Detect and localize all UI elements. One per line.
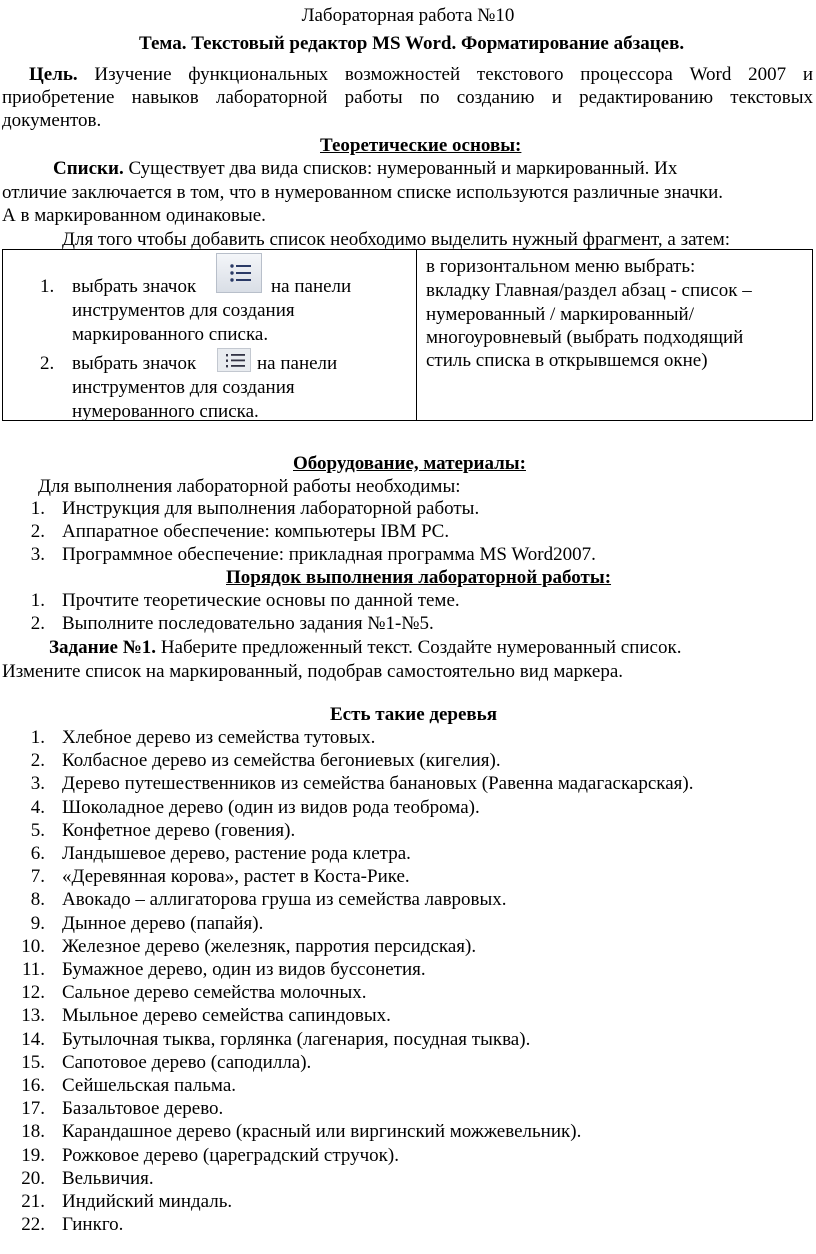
list-item-number: 2. [30,521,45,542]
list-item: Выполните последовательно задания №1-№5. [62,613,434,634]
list-item: Сейшельская пальма. [62,1075,237,1096]
list-item: Гинкго. [62,1214,124,1236]
list-item: Бутылочная тыква, горлянка (лагенария, посудная тыква). [62,1028,531,1050]
list-item: Базальтовое дерево. [62,1098,224,1120]
list-item-number: 2. [30,613,45,634]
theory-heading: Теоретические основы: [320,135,522,156]
table-item-2-text-b: на панели [257,353,338,374]
list-item-number: 7. [30,866,45,888]
list-item-number: 3. [30,773,45,795]
list-item-number: 17. [21,1098,45,1120]
list-item: Программное обеспечение: прикладная программа MS Word2007. [62,544,596,565]
list-item: Конфетное дерево (говения). [62,819,296,841]
equipment-heading: Оборудование, материалы: [293,453,526,474]
list-item: Индийский миндаль. [62,1191,233,1212]
theory-p1-line-3: А в маркированном одинаковые. [2,205,266,226]
theory-p2: Для того чтобы добавить список необходимо выделить нужный фрагмент, а затем: [62,229,731,250]
topic-heading: Тема. Текстовый редактор MS Word. Форматирование абзацев. [139,33,685,54]
list-item-number: 13. [21,1005,45,1027]
table-item-1-num: 1. [40,276,55,297]
table-right-line-1: в горизонтальном меню выбрать: [426,256,696,277]
table-right-line-3: нумерованный / маркированный/ [426,304,695,325]
list-item: Прочтите теоретические основы по данной теме. [62,590,460,611]
list-item-number: 18. [21,1121,45,1143]
list-item-number: 22. [21,1214,45,1236]
list-item: Хлебное дерево из семейства тутовых. [62,727,376,748]
list-item-number: 2. [30,750,45,772]
list-item-number: 14. [21,1028,45,1050]
list-item: Инструкция для выполнения лабораторной работы. [62,498,480,519]
list-item-number: 21. [21,1191,45,1212]
list-item: «Деревянная корова», растет в Коста-Рике. [62,866,410,888]
lists-label: Списки. [53,158,124,179]
list-item-number: 1. [30,727,45,748]
goal-label: Цель. [29,64,78,85]
list-item-number: 5. [30,819,45,841]
list-item: Мыльное дерево семейства сапиндовых. [62,1005,391,1027]
list-item-number: 12. [21,982,45,1004]
table-item-1-text-a: выбрать значок [72,276,197,297]
theory-p1-line-2: отличие заключается в том, что в нумерованном списке используются различные значки. [2,182,724,203]
list-item: Вельвичия. [62,1167,154,1189]
list-item: Аппаратное обеспечение: компьютеры IBM PC. [62,521,450,542]
list-item-number: 3. [30,544,45,565]
theory-p1-line-1: Списки. Существует два вида списков: нумерованный и маркированный. Их [53,158,678,179]
list-item: Рожковое дерево (цареградский стручок). [62,1144,399,1166]
lab-title: Лабораторная работа №10 [301,5,515,26]
list-item: Бумажное дерево, один из видов буссонетия. [62,959,426,980]
instruction-table [2,249,813,421]
list-item-number: 4. [30,796,45,818]
task-line-1: Задание №1. Наберите предложенный текст. Создайте нумерованный список. [49,637,682,658]
list-item: Дынное дерево (папайя). [62,912,264,934]
table-item-2-text-a: выбрать значок [72,353,197,374]
table-item-2-text-d: нумерованного списка. [72,401,259,422]
list-item-number: 8. [30,889,45,911]
list-item-number: 11. [21,959,45,980]
table-item-2-text-c: инструментов для создания [72,377,295,398]
goal-line-2: приобретение навыков лабораторной работы по созданию и редактированию текстовых [2,87,813,108]
list-item: Сапотовое дерево (саподилла). [62,1051,312,1073]
list-item: Сальное дерево семейства молочных. [62,982,367,1004]
table-right-line-4: многоуровневый (выбрать подходящий [426,327,744,348]
list-item: Авокадо – аллигаторова груша из семейства лавровых. [62,889,507,911]
list-item: Ландышевое дерево, растение рода клетра. [62,843,411,864]
list-item-number: 1. [30,498,45,519]
table-item-1-text-c: инструментов для создания [72,300,295,321]
goal-line-1 [29,63,813,86]
trees-heading: Есть такие деревья [330,704,498,725]
table-divider [416,250,417,420]
list-item-number: 6. [30,843,45,864]
list-item-number: 1. [30,590,45,611]
list-item-number: 10. [21,935,45,957]
table-item-1-text-b: на панели [271,276,352,297]
list-item: Дерево путешественников из семейства банановых (Равенна мадагаскарская). [62,773,694,795]
list-item-number: 15. [21,1051,45,1073]
bullet-list-icon [216,253,262,293]
list-item: Карандашное дерево (красный или виргинский можжевельник). [62,1121,582,1143]
list-item: Железное дерево (железняк, парротия персидская). [62,935,477,957]
list-item-number: 20. [21,1167,45,1189]
table-item-1-text-d: маркированного списка. [72,324,269,345]
equipment-intro: Для выполнения лабораторной работы необходимы: [38,476,461,497]
list-item-number: 16. [21,1075,45,1096]
procedure-heading: Порядок выполнения лабораторной работы: [226,567,612,588]
table-right-line-5: стиль списка в открывшемся окне) [426,350,708,371]
task-line-2: Измените список на маркированный, подобрав самостоятельно вид маркера. [2,661,624,682]
list-item: Колбасное дерево из семейства бегониевых (кигелия). [62,750,501,772]
list-item-number: 9. [30,912,45,934]
numbered-list-icon [217,348,251,372]
table-right-line-2: вкладку Главная/раздел абзац - список – [426,280,752,301]
goal-text-1: Изучение функциональных возможностей текстового процессора Word 2007 и [94,64,813,85]
table-item-2-num: 2. [40,353,55,374]
task-label: Задание №1. [49,637,157,658]
list-item-number: 19. [21,1144,45,1166]
list-item: Шоколадное дерево (один из видов рода теоброма). [62,796,480,818]
goal-line-3: документов. [2,110,102,131]
